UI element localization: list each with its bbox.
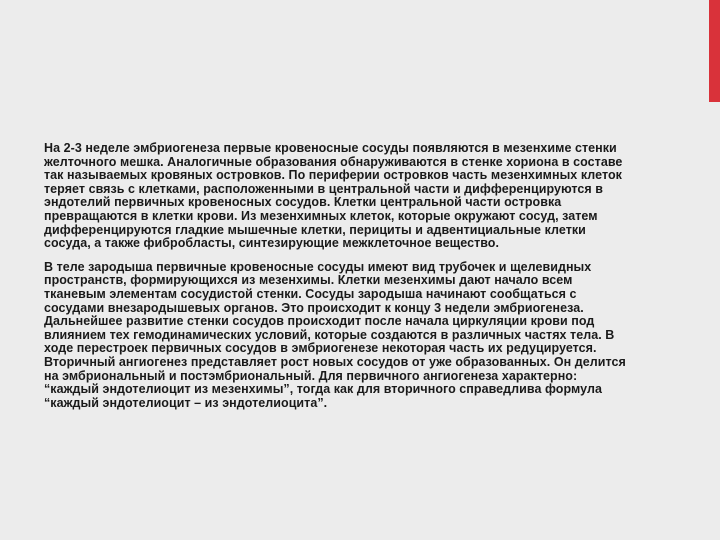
paragraph-1: На 2-3 неделе эмбриогенеза первые кровеносные сосуды появляются в мезенхиме стенки желточного мешка. Аналогичные образования обнаруживаются в стенке хориона в составе так называемых кровяных островков. По периферии островков часть мезенхимных клеток теряет связь с клетками, расположенными в центральной части и дифференцируются в эндотелий первичных кровеносных сосудов. Клетки центральной части островка превращаются в клетки крови. Из мезенхимных клеток, которые окружают сосуд, затем дифференцируются гладкие мышечные клетки, перициты и адвентициальные клетки сосуда, а также фибробласты, синтезирующие межклеточное вещество.: [44, 141, 623, 251]
accent-bar: [709, 0, 720, 102]
paragraph-2: В теле зародыша первичные кровеносные сосуды имеют вид трубочек и щелевидных пространств, формирующихся из мезенхимы. Клетки мезенхимы дают начало всем тканевым элементам сосудистой стенки. Сосуды зародыша начинают сообщаться с сосудами внезародышевых органов. Это происходит к концу 3 недели эмбриогенеза. Дальнейшее развитие стенки сосудов происходит после начала циркуляции крови под влиянием тех гемодинамических условий, которые создаются в различных частях тела. В ходе перестроек первичных сосудов в эмбриогенезе некоторая часть их редуцируется. Вторичный ангиогенез представляет рост новых сосудов от уже образованных. Он делится на эмбриональный и постэмбриональный. Для первичного ангиогенеза характерно: “каждый эндотелиоцит из мезенхимы”, тогда как для вторичного справедлива формула “каждый эндотелиоцит – из эндотелиоцита”.: [44, 259, 626, 410]
slide-content: [44, 142, 632, 410]
